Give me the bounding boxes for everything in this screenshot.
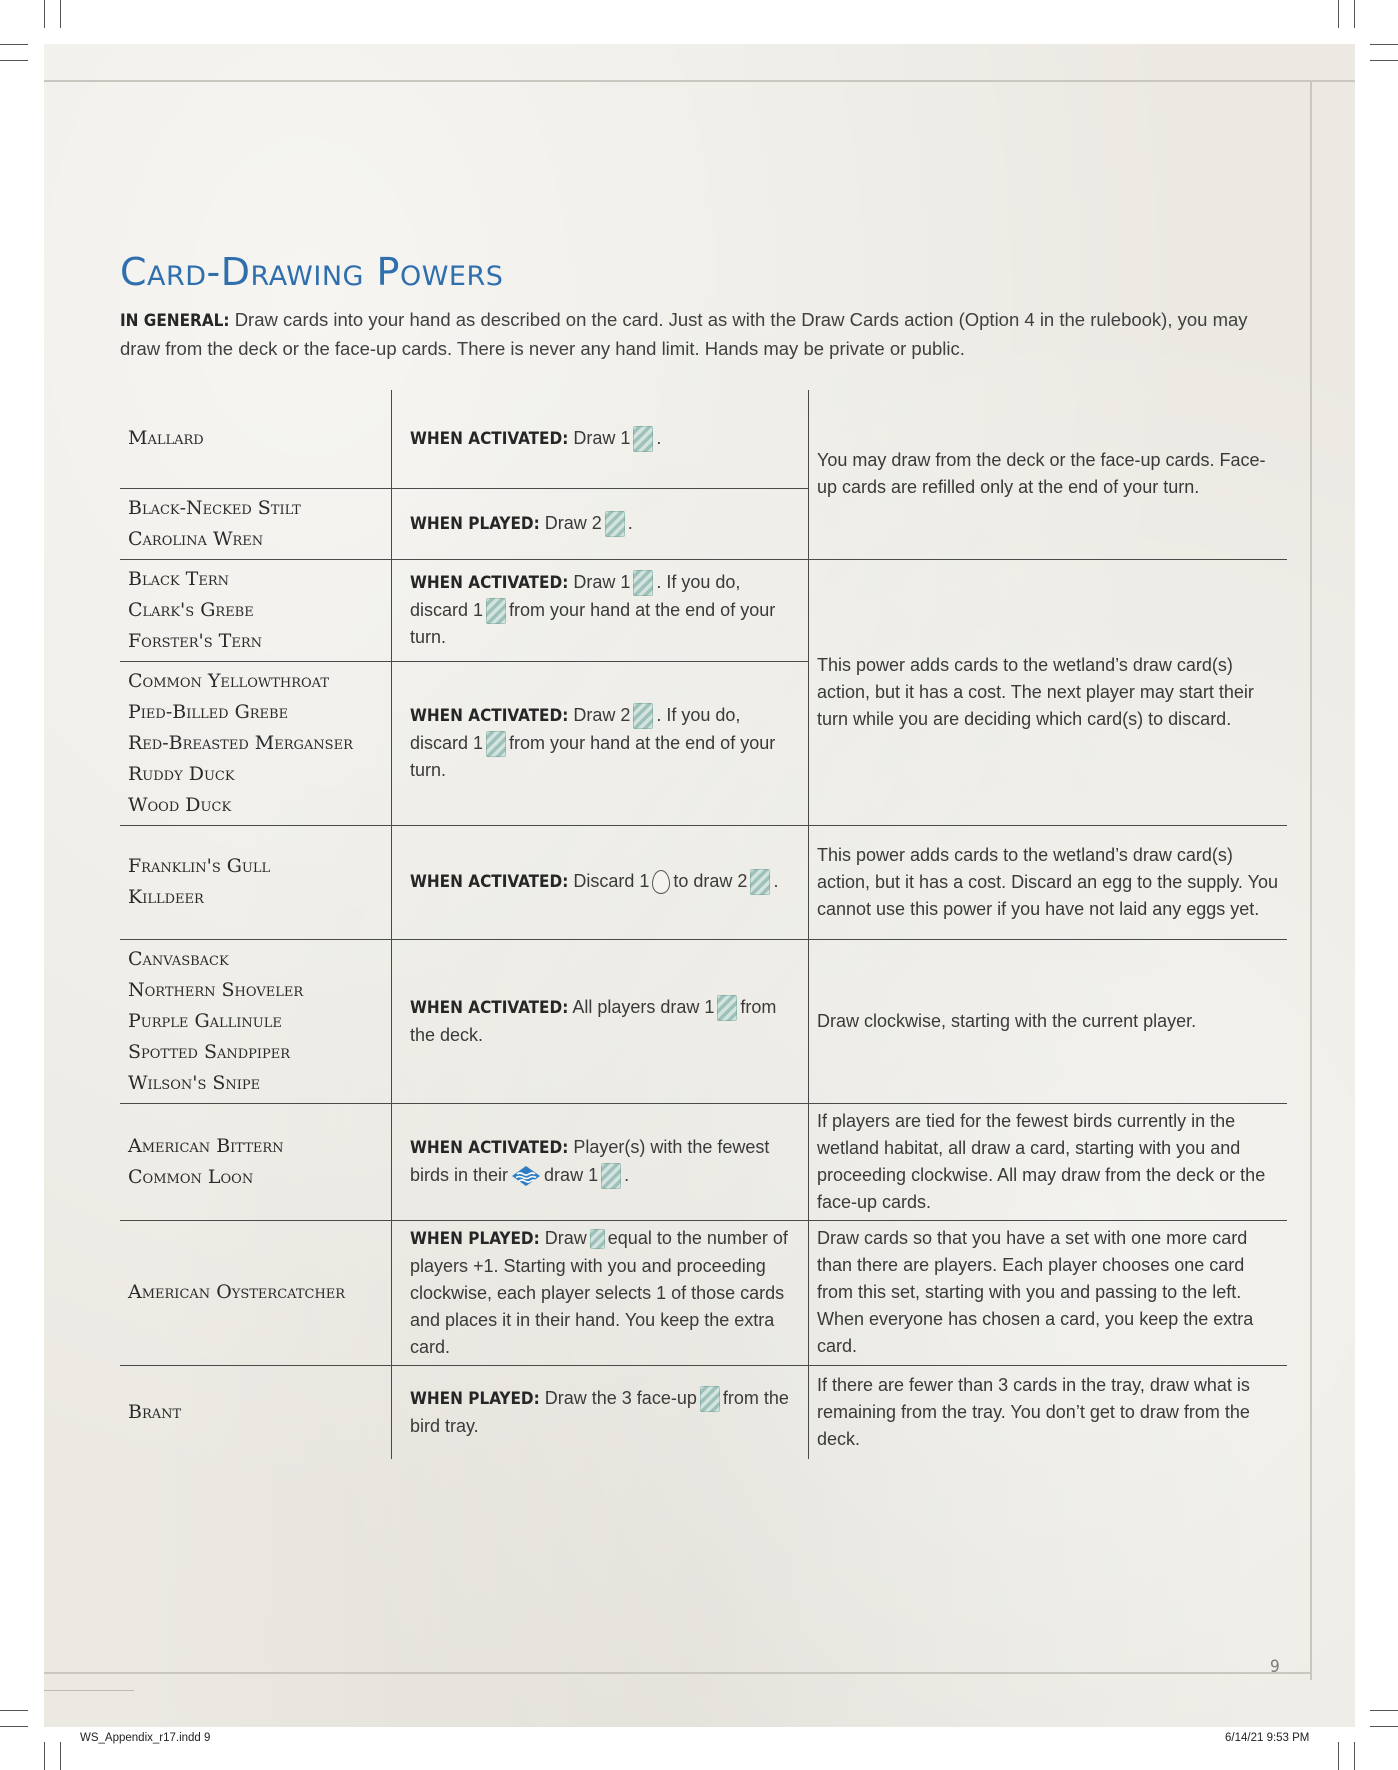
crop-mark	[1354, 0, 1355, 28]
bird-name: Mallard	[128, 427, 204, 450]
power-text: .	[624, 1164, 630, 1185]
intro-text: Draw cards into your hand as described on the card. Just as with the Draw Cards action (Option 4 in the rulebook), you may draw from the deck or the face-up cards. There is never any hand limit. Hands may be private or public.	[120, 309, 1248, 359]
wetland-habitat-icon	[511, 1165, 541, 1187]
power-text: .	[627, 512, 633, 533]
crop-mark	[0, 1710, 28, 1711]
note-cell: This power adds cards to the wetland’s draw card(s) action, but it has a cost. Discard an egg to the supply. You cannot use this power if you have not laid any eggs yet.	[809, 825, 1288, 939]
power-text: Draw 2	[573, 704, 631, 725]
bird-name: Wilson's Snipe	[128, 1071, 261, 1094]
bird-name: Northern Shoveler	[128, 978, 304, 1001]
bird-card-icon	[601, 1163, 621, 1189]
bird-names-cell	[120, 1103, 392, 1220]
power-label: WHEN ACTIVATED:	[410, 1137, 569, 1158]
bird-name: American Oystercatcher	[128, 1281, 346, 1303]
power-label: WHEN PLAYED:	[410, 1228, 540, 1249]
crop-mark	[44, 1742, 45, 1770]
power-text: draw 1	[544, 1164, 599, 1185]
power-cell	[392, 1365, 809, 1459]
page-frame-stub	[44, 1690, 134, 1691]
power-cell	[392, 559, 809, 661]
intro-label: IN GENERAL:	[120, 311, 230, 331]
power-label: WHEN ACTIVATED:	[410, 997, 569, 1018]
power-text: equal to the number of players +1. Starting with you and proceeding clockwise, each player selects 1 of those cards and places it in their hand. You keep the extra card.	[410, 1227, 788, 1357]
bird-card-icon	[633, 570, 653, 596]
section-title: Card-Drawing Powers	[120, 250, 504, 294]
bird-name: Black-Necked Stilt	[128, 496, 301, 519]
bird-card-icon	[700, 1386, 720, 1412]
crop-mark	[1370, 1710, 1398, 1711]
note-cell: If players are tied for the fewest birds currently in the wetland habitat, all draw a card, starting with you and proceeding clockwise. All may draw from the deck or the face-up cards.	[809, 1103, 1288, 1220]
bird-names-cell	[120, 825, 392, 939]
bird-names-cell	[120, 390, 392, 488]
table-row	[120, 559, 1287, 661]
power-text: Draw the 3 face-up	[544, 1387, 697, 1408]
power-cell	[392, 390, 809, 488]
power-text: from the bird tray.	[410, 1387, 789, 1436]
note-cell: Draw cards so that you have a set with one more card than there are players. Each player chooses one card from this set, starting with you and passing to the left. When everyone has chosen a card, you keep the extra card.	[809, 1220, 1288, 1365]
bird-card-icon	[633, 703, 653, 729]
crop-mark	[60, 0, 61, 28]
power-text: . If you do, discard 1	[410, 704, 741, 753]
power-cell	[392, 661, 809, 825]
bird-name: Wood Duck	[128, 793, 232, 816]
power-text: Draw	[544, 1227, 587, 1248]
power-text: Player(s) with the fewest birds in their	[410, 1136, 770, 1185]
table-row	[120, 825, 1287, 939]
note-cell: If there are fewer than 3 cards in the tray, draw what is remaining from the tray. You don’t get to draw from the deck.	[809, 1365, 1288, 1459]
bird-name: Carolina Wren	[128, 527, 264, 550]
bird-name: Red-Breasted Merganser	[128, 731, 353, 754]
bird-card-icon	[717, 995, 737, 1021]
bird-name: American Bittern	[128, 1134, 284, 1157]
power-text: . If you do, discard 1	[410, 571, 741, 620]
bird-names-cell	[120, 939, 392, 1103]
power-label: WHEN ACTIVATED:	[410, 872, 569, 892]
table-row	[120, 939, 1287, 1103]
power-text: .	[656, 427, 662, 448]
slug-filename: WS_Appendix_r17.indd 9	[80, 1732, 211, 1744]
powers-table	[120, 390, 1287, 1459]
note-cell: Draw clockwise, starting with the current player.	[809, 939, 1288, 1103]
power-cell	[392, 825, 809, 939]
intro-paragraph	[120, 306, 1275, 363]
bird-name: Brant	[128, 1400, 182, 1423]
table-row	[120, 1365, 1287, 1459]
crop-mark	[1370, 44, 1398, 45]
bird-name: Purple Gallinule	[128, 1009, 282, 1032]
power-text: Draw 2	[544, 512, 602, 533]
crop-mark	[1370, 60, 1398, 61]
bird-names-cell	[120, 559, 392, 661]
power-cell	[392, 939, 809, 1103]
power-text: All players draw 1	[572, 996, 715, 1017]
table-row	[120, 1220, 1287, 1365]
bird-name: Canvasback	[128, 947, 229, 970]
power-text: Draw 1	[573, 571, 631, 592]
slug-timestamp: 6/14/21 9:53 PM	[1225, 1732, 1310, 1744]
power-cell	[392, 1220, 809, 1365]
power-label: WHEN ACTIVATED:	[410, 572, 569, 593]
bird-card-icon	[486, 598, 506, 624]
power-label: WHEN PLAYED:	[410, 1388, 540, 1409]
crop-mark	[44, 0, 45, 28]
page-frame-top	[44, 80, 1355, 82]
table-row	[120, 1103, 1287, 1220]
power-label: WHEN ACTIVATED:	[410, 428, 569, 449]
bird-card-icon	[590, 1229, 605, 1249]
bird-name: Common Loon	[128, 1165, 254, 1188]
bird-card-icon	[750, 869, 770, 895]
bird-names-cell	[120, 1220, 392, 1365]
bird-name: Pied-Billed Grebe	[128, 700, 289, 723]
bird-card-icon	[486, 731, 506, 757]
table-row	[120, 390, 1287, 488]
bird-name: Franklin's Gull	[128, 855, 271, 877]
power-cell	[392, 1103, 809, 1220]
crop-mark	[1338, 1742, 1339, 1770]
crop-mark	[0, 60, 28, 61]
power-text: from your hand at the end of your turn.	[410, 599, 776, 648]
power-cell	[392, 488, 809, 559]
bird-name: Clark's Grebe	[128, 598, 254, 621]
note-cell: You may draw from the deck or the face-up cards. Face-up cards are refilled only at the end of your turn.	[809, 390, 1288, 559]
power-text: .	[773, 871, 779, 891]
bird-names-cell	[120, 661, 392, 825]
note-cell: This power adds cards to the wetland’s draw card(s) action, but it has a cost. The next player may start their turn while you are deciding which card(s) to discard.	[809, 559, 1288, 825]
bird-name: Common Yellowthroat	[128, 669, 330, 692]
bird-name: Spotted Sandpiper	[128, 1040, 291, 1063]
power-label: WHEN ACTIVATED:	[410, 705, 569, 726]
crop-mark	[1338, 0, 1339, 28]
bird-names-cell	[120, 488, 392, 559]
crop-mark	[60, 1742, 61, 1770]
page-frame-right	[1310, 80, 1312, 1680]
crop-mark	[0, 1726, 28, 1727]
power-text: from the deck.	[410, 996, 777, 1045]
power-text: from your hand at the end of your turn.	[410, 732, 776, 781]
page-frame-bottom	[44, 1672, 1312, 1674]
bird-card-icon	[605, 511, 625, 537]
bird-name: Black Tern	[128, 567, 230, 590]
power-label: WHEN PLAYED:	[410, 513, 540, 534]
bird-name: Forster's Tern	[128, 629, 262, 652]
bird-card-icon	[633, 426, 653, 452]
crop-mark	[1354, 1742, 1355, 1770]
power-text: Draw 1	[573, 427, 631, 448]
power-text: Discard 1	[573, 871, 650, 891]
bird-names-cell	[120, 1365, 392, 1459]
egg-icon	[652, 870, 670, 894]
crop-mark	[1370, 1726, 1398, 1727]
crop-mark	[0, 44, 28, 45]
power-text: to draw 2	[673, 871, 748, 891]
page-number: 9	[1270, 1657, 1280, 1677]
bird-name: Ruddy Duck	[128, 762, 235, 785]
bird-name: Killdeer	[128, 886, 204, 908]
